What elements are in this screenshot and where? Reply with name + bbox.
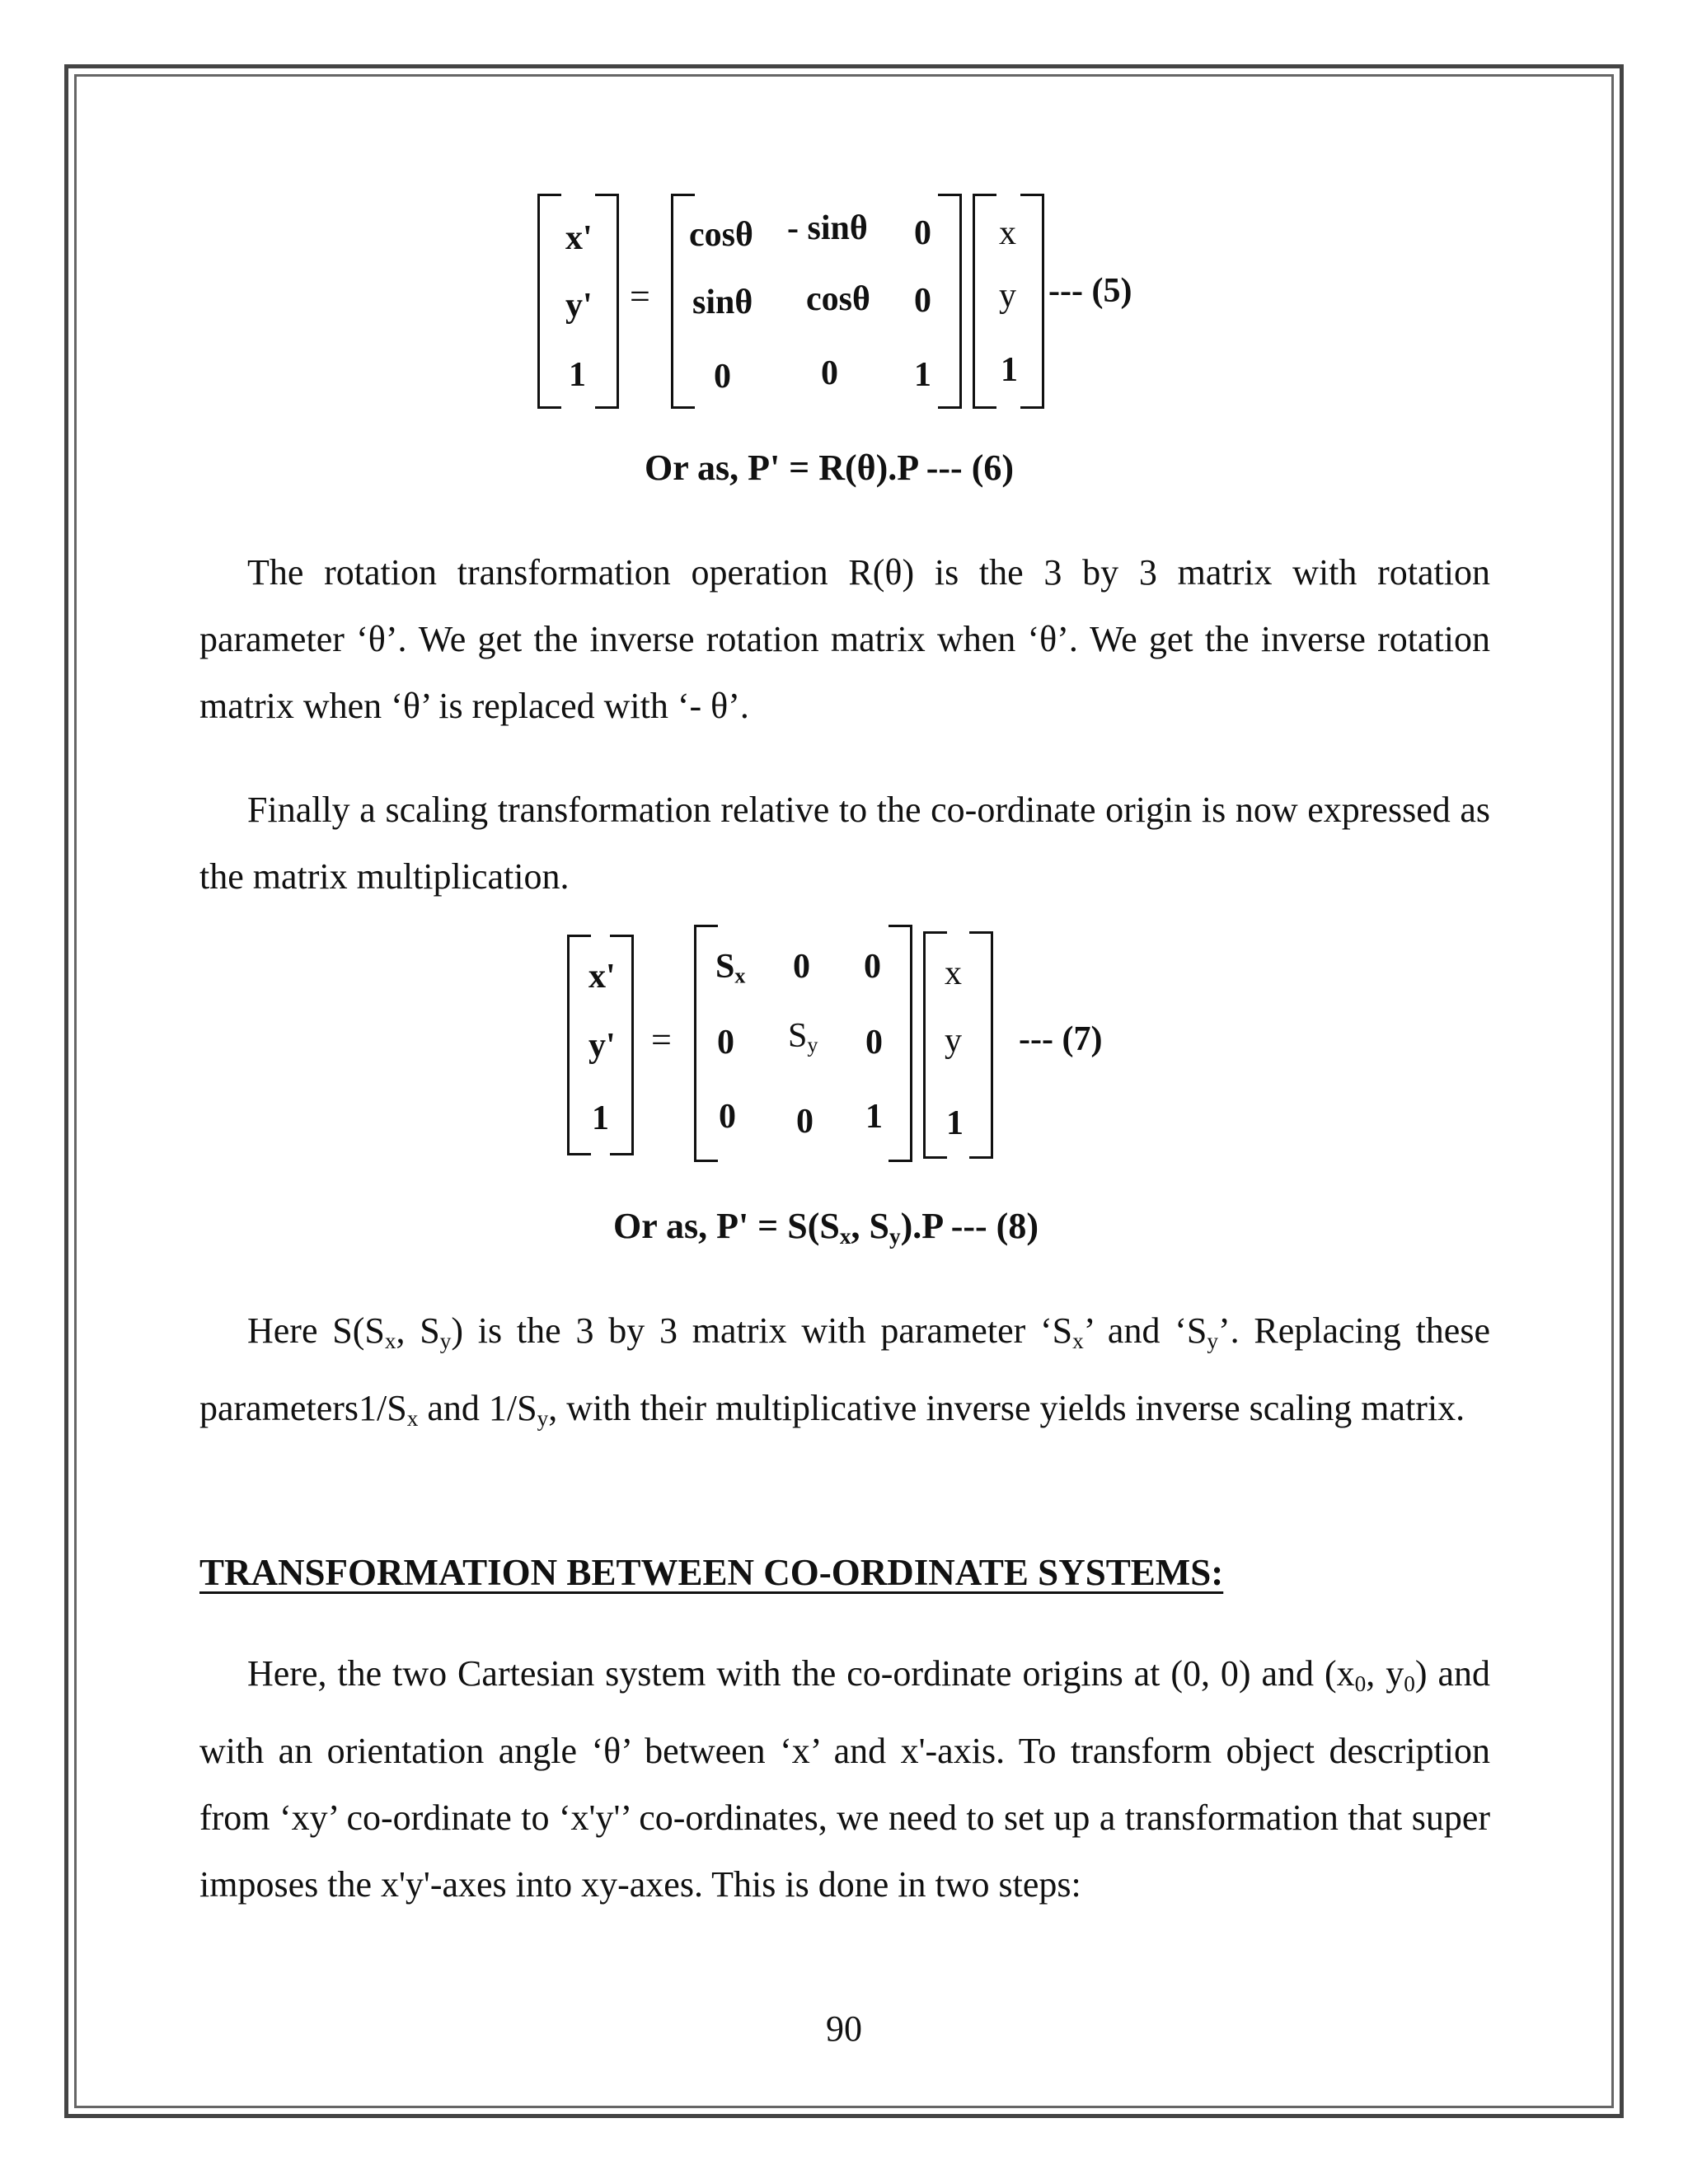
rhs-one: 1	[946, 1104, 964, 1142]
matrix-cell: 1	[865, 1098, 883, 1136]
lhs-x-prime: x'	[588, 958, 616, 996]
matrix-cell-sx: $S_x$	[715, 948, 746, 988]
matrix-cell: 0	[914, 282, 931, 320]
matrix-cell: 0	[914, 214, 931, 252]
matrix-bracket-left	[694, 925, 718, 1162]
equation-8: Or as, $P' = S(S_x$, $S_y).P$ --- (8)	[613, 1206, 1039, 1249]
matrix-bracket-right	[889, 925, 912, 1162]
paragraph-scaling-text: Finally a scaling transformation relative to the co-ordinate origin is now expressed as the matrix multiplication.	[199, 790, 1490, 897]
equation-label-5: --- (5)	[1048, 272, 1132, 310]
matrix-cell: 1	[914, 356, 931, 394]
paragraph-inverse-scaling: Here $S(S_x$, $S_y$) is the 3 by 3 matrix with parameter ‘$S_x$’ and ‘$S_y$’. Replacing these $parameters1/S_x$ and $1/S_y$, with their multiplicative inverse yields inverse scaling matrix.	[199, 1310, 1490, 1431]
rhs-y: y	[945, 1022, 962, 1060]
paragraph-rotation	[199, 539, 1490, 739]
lhs-one: 1	[592, 1099, 609, 1137]
matrix-cell: 0	[714, 358, 731, 396]
lhs-bracket-left	[567, 935, 591, 1155]
matrix-cell-sy: $S_y$	[788, 1017, 818, 1057]
lhs-y-prime: y'	[588, 1027, 616, 1065]
lhs-one: 1	[569, 356, 586, 394]
equals-sign: =	[630, 276, 650, 316]
rhs-bracket-left	[923, 931, 947, 1159]
rhs-x: x	[999, 214, 1016, 252]
rhs-x: x	[945, 954, 962, 992]
section-heading: TRANSFORMATION BETWEEN CO-ORDINATE SYSTEMS:	[199, 1552, 1224, 1593]
matrix-cell: 0	[821, 354, 838, 392]
lhs-bracket-left	[537, 194, 561, 409]
rhs-bracket-right	[1020, 194, 1044, 409]
matrix-cell: - sinθ	[787, 209, 868, 247]
rhs-y: y	[999, 277, 1016, 315]
matrix-cell: 0	[719, 1098, 736, 1136]
matrix-cell: 0	[864, 948, 881, 986]
lhs-bracket-right	[595, 194, 619, 409]
paragraph-rotation-text: The rotation transformation operation R(θ) is the 3 by 3 matrix with rotation parameter ‘θ’. We get the inverse rotation matrix when ‘θ’. We get the inverse rotation matrix when ‘θ’ is replaced with ‘- θ’.	[199, 552, 1490, 726]
rhs-bracket-right	[969, 931, 993, 1159]
lhs-x-prime: x'	[565, 219, 593, 257]
matrix-cell: cosθ	[689, 216, 753, 254]
matrix-cell: 0	[717, 1024, 734, 1062]
equals-sign: =	[651, 1019, 672, 1060]
matrix-cell: 0	[796, 1103, 814, 1141]
matrix-bracket-right	[938, 194, 962, 409]
rhs-bracket-left	[973, 194, 996, 409]
lhs-y-prime: y'	[565, 287, 593, 325]
paragraph-transformation: Here, the two Cartesian system with the co-ordinate origins at (0, 0) and ($x_0$, $y_0$) and with an orientation angle ‘θ’ between ‘x’ and x'-axis. To transform object description from ‘xy’ co-ordinate to ‘x'y'’ co-ordinates, we need to set up a transformation that super imposes the x'y'-axes into xy-axes. This is done in two steps:	[199, 1653, 1490, 1905]
page-number: 90	[826, 2008, 862, 2049]
matrix-cell: 0	[865, 1024, 883, 1062]
equation-6: Or as, P' = R(θ).P --- (6)	[645, 448, 1015, 488]
equation-label-7: --- (7)	[1019, 1020, 1103, 1058]
rhs-one: 1	[1001, 351, 1018, 389]
matrix-cell: sinθ	[692, 284, 753, 321]
matrix-cell: 0	[793, 948, 810, 986]
matrix-cell: cosθ	[806, 280, 870, 318]
paragraph-scaling	[199, 776, 1490, 910]
